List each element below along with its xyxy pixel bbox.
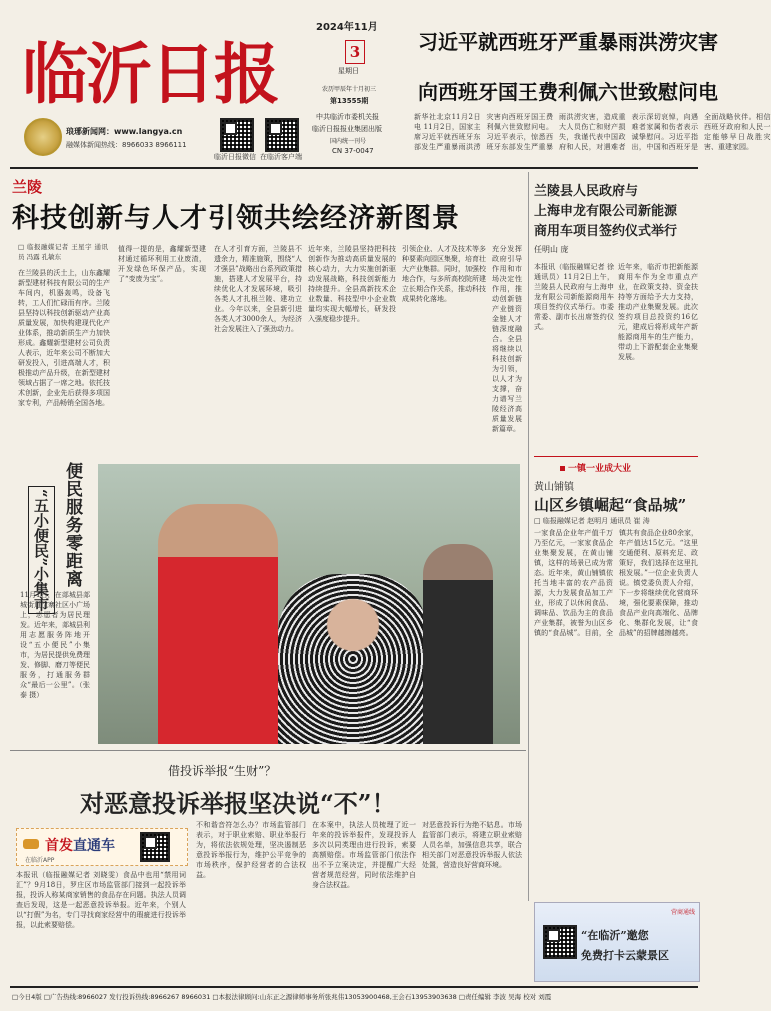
side-bottom-place: 黄山铺镇 [534, 482, 574, 493]
photo-barber-figure [158, 504, 278, 744]
side-top-title-3: 商用车项目签约仪式举行 [534, 224, 678, 239]
website-url: 琅琊新闻网：www.langya.cn [66, 127, 183, 136]
lead-col-2: 值得一提的是，鑫耀新型建材通过循环利用工业废渣，开发绿色环保产品，实现了“变废为宝”。 [118, 245, 206, 283]
side-bottom-byline: □ 临报融媒记者 赵明月 通讯员 崔 涛 [534, 517, 650, 525]
publisher-group: 临沂日报报业集团出版 [312, 125, 382, 133]
ad-title-1: 首发 [45, 838, 73, 854]
ad-title [45, 835, 115, 855]
bottom-col-3: 在本案中，执法人员梳理了近一年来的投诉举报件，发现投诉人多次以同类理由进行投诉，索要高额赔偿。市场监管部门依法作出不予立案决定，并提醒广大经营者规范经营，同时依法维护自身合法权益。 [312, 821, 416, 889]
side-top-title-1: 兰陵县人民政府与 [534, 184, 639, 199]
bottom-col-1: 本报讯（临报融媒记者 刘晓雯）食品中也用“禁用词汇”？9月18日，罗庄区市场监管部门接到一起投诉举报，投诉人称某商家销售的食品存在问题。执法人员调查后发现，这是一起恶意投诉举报。近年来，个别人以“打假”为名，专门寻找商家经营中的瑕疵进行投诉举报，以此索要赔偿。 [16, 871, 186, 929]
lead-col-6: 充分发挥政府引导作用和市场决定性作用，推动创新链产业链资金链人才链深度融合。全县将继续以科技创新为引领，以人才为支撑，奋力谱写兰陵经济高质量发展新篇章。 [492, 245, 522, 433]
side-top-col-1: 本报讯（临报融媒记者 徐 通讯员）11月2日上午，兰陵县人民政府与上海申龙有限公司新能源商用车项目签约仪式举行。市委常委、副市长出席签约仪式。 [534, 263, 614, 331]
photo-bystander-figure [423, 544, 493, 744]
masthead-title: 临沂日报 [22, 35, 278, 113]
lead-col-1: 在兰陵县的沃土上，山东鑫耀新型建材科技有限公司的生产车间内，机器轰鸣，设备飞转，工人们忙碌而有序。兰陵县坚持以科技创新驱动产业高质量发展，加快构建现代化产业体系，推动新质生产力加快形成。鑫耀新型建材公司负责人表示，近年来公司不断加大研发投入，引进高端人才，积极推动产品升级，在新型建材领域占据了一席之地。依托技术创新，企业先后获得多项国家专利，产品畅销全国各地。 [18, 269, 110, 407]
wechat-qr-code[interactable] [220, 118, 254, 152]
lunar-date: 农历甲辰年十月初三 [322, 86, 377, 93]
news-hotline: 融媒体新闻热线：8966033 8966111 [66, 141, 187, 149]
photo-bottom-divider [10, 750, 526, 751]
side-bottom-divider [528, 456, 529, 901]
promo-box[interactable] [534, 902, 700, 982]
lead-byline: □ 临报融媒记者 王星宇 通讯员 冯露 孔敏东 [18, 243, 108, 261]
bottom-col-2: 不和谐音符怎么办？市场监管部门表示，对于职业索赔、职业举报行为，将依法依规处理，坚决遏制恶意投诉举报行为，维护公平竞争的市场秩序，保护经营者的合法权益。 [196, 821, 306, 879]
footer-text: □今日4版 □广告热线:8966027 发行投诉热线:8966267 8966031 □本报法律顾问:山东正之源律师事务所张兆伟13053900468,王会石13953903638 □责任编辑 李波 吴海 校对 刘霞 [12, 993, 552, 1001]
photo-caption: 11月1日，在郯城县郯城街道沈寨社区小广场上，志愿者为居民理发。近年来，郯城县利用志愿服务阵地开设“五小便民”小集市，为居民提供免费理发、修脚、磨刀等便民服务，打通服务群众“最后一公里”。（张泰 摄） [20, 591, 90, 699]
side-section-label [560, 461, 631, 474]
bottom-col-4: 对恶意投诉行为绝不姑息。市场监管部门表示，将建立职业索赔人员名单，加强信息共享，联合相关部门对恶意投诉举报人依法处置，营造良好营商环境。 [422, 821, 522, 869]
side-top-col-2: 近年来，临沂市把新能源商用车作为全市重点产业，在政策支持、资金扶持等方面给予大力支持，推动产业集聚发展。此次签约项目总投资约16亿元，建成后将形成年产新能源商用车的生产能力，带动上下游配套企业集聚发展。 [618, 263, 698, 361]
issue-date: 2024年11月 [316, 22, 378, 33]
cn-code: CN 37-0047 [332, 147, 374, 155]
footer-divider [10, 986, 698, 988]
lead-col-3: 在人才引育方面，兰陵县不遗余力，精准施策，围绕“人才强县”战略出台系列政策措施，搭建人才发展平台，持续优化人才发展环境，吸引各类人才扎根兰陵、建功立业。今年以来，全县新引进各类人才3000余人，为经济社会发展注入了强劲动力。 [214, 245, 302, 333]
section-bullet-icon [560, 466, 565, 471]
promo-line-2: 免费打卡云蒙景区 [581, 949, 669, 962]
side-bottom-body: 一家食品企业年产值千万乃至亿元，一家家食品企业集聚发展，在黄山铺镇，这样的场景已成为常态。近年来，黄山铺镇依托当地丰富的农产品资源，大力发展食品加工产业，形成了以休闲食品、调味品、饮品为主的食品产业集群，被誉为山区乡镇的“食品城”。目前，全镇共有食品企业80余家，年产值达15亿元。“这里交通便利、原料充足、政策好，我们选择在这里扎根发展。”一位企业负责人说。镇党委负责人介绍，下一步将继续优化营商环境，强化要素保障，推动食品产业向高端化、品牌化、集群化发展，让“食品城”的招牌越擦越亮。 [534, 529, 698, 637]
cn-code-label: 国内统一刊号 [330, 138, 367, 145]
ad-car-icon [23, 839, 39, 849]
side-section-divider [534, 456, 698, 457]
photo-customer-figure [278, 574, 428, 744]
promo-line-1: “在临沂”邀您 [581, 929, 649, 942]
issue-number: 第13555期 [330, 97, 369, 105]
photo-barbershop [98, 464, 520, 744]
lead-col-4: 近年来，兰陵县坚持把科技创新作为推动高质量发展的核心动力，大力实施创新驱动发展战略，科技创新能力持续提升。全县高新技术企业数量、科技型中小企业数量均实现大幅增长，研发投入强度稳步提升。 [308, 245, 396, 323]
wechat-qr-label: 临沂日报微信 [214, 153, 256, 161]
app-qr-code[interactable] [265, 118, 299, 152]
ad-qr-code[interactable] [140, 832, 170, 862]
lead-side-divider [528, 172, 529, 456]
lead-col-5: 引领企业、人才及技术等多种要素向园区集聚，培育壮大产业集群。同时，加强校地合作，与多所高校院所建立长期合作关系，推动科技成果转化落地。 [402, 245, 486, 303]
masthead-divider [10, 167, 698, 169]
ad-title-2: 直通车 [73, 838, 115, 854]
side-top-title-2: 上海申龙有限公司新能源 [534, 204, 678, 219]
promo-tag: 营商通线 [670, 909, 695, 916]
issue-day-box [345, 40, 365, 64]
xinhua-news-text: 新华社北京11月2日电 11月2日，国家主席习近平就西班牙东部发生严重暴雨洪涝灾害向西班牙国王费利佩六世致慰问电。习近平表示，惊悉西班牙东部发生严重暴雨洪涝灾害，造成重大人员伤亡和财产损失，我谨代表中国政府和人民，对遇难者表示深切哀悼，向遇难者家属和伤者表示诚挚慰问。习近平指出，中国和西班牙是全面战略伙伴。相信西班牙政府和人民一定能够早日战胜灾害、重建家园。 [414, 113, 771, 151]
ad-subtitle: 在临沂APP [25, 857, 55, 864]
side-top-byline: 任明山 庞 [534, 245, 569, 254]
top-headline-line2: 向西班牙国王费利佩六世致慰问电 [418, 80, 718, 104]
weekday: 星期日 [338, 67, 359, 75]
lead-title: 科技创新与人才引领共绘经济新图景 [12, 203, 460, 234]
side-section-text: 一镇一业成大业 [568, 464, 632, 474]
top-headline-line1: 习近平就西班牙严重暴雨洪涝灾害 [418, 30, 718, 54]
promo-qr-code[interactable] [543, 925, 577, 959]
app-qr-label: 在临沂客户端 [260, 153, 302, 161]
photo-vertical-title-2: “五小便民”小集市 [28, 486, 55, 614]
publisher: 中共临沂市委机关报 [316, 113, 379, 121]
bottom-kicker: 借投诉举报“生财”？ [168, 764, 277, 778]
side-bottom-title: 山区乡镇崛起“食品城” [534, 496, 687, 514]
lead-kicker: 兰陵 [12, 178, 43, 196]
newspaper-seal [24, 118, 62, 156]
issue-day: 3 [349, 43, 361, 61]
bottom-title: 对恶意投诉举报坚决说“不”！ [80, 789, 396, 818]
photo-vertical-title-1: 便民服务零距离 [62, 462, 82, 588]
